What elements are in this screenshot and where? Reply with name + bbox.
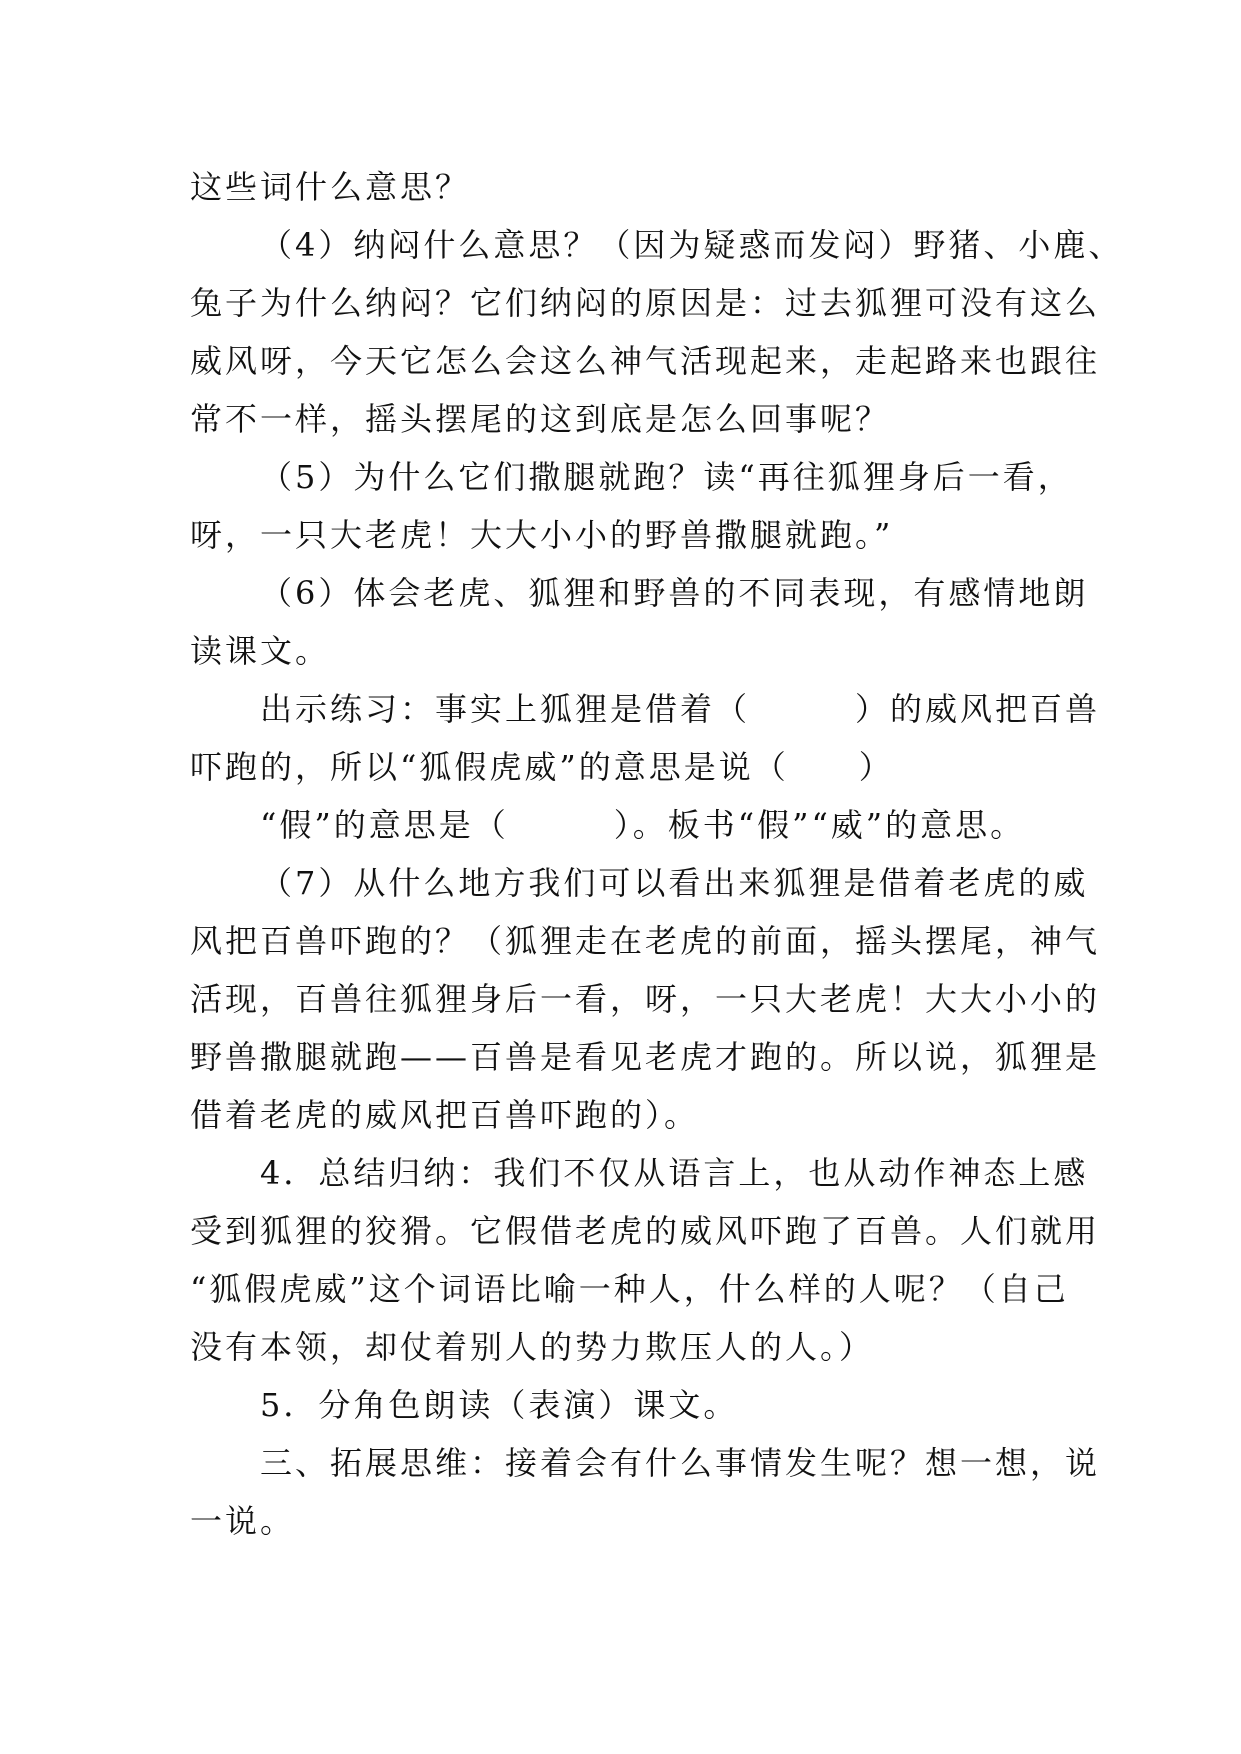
text-line: （4）纳闷什么意思？（因为疑惑而发闷）野猪、小鹿、: [260, 226, 1124, 264]
text-line: 出示练习：事实上狐狸是借着（ ）的威风把百兽: [260, 690, 1101, 728]
text-line: 这些词什么意思？: [190, 168, 471, 206]
text-line: （5）为什么它们撒腿就跑？读“再往狐狸身后一看，: [260, 458, 1073, 496]
text-line: 呀，一只大老虎！大大小小的野兽撒腿就跑。”: [190, 516, 894, 554]
text-line: （6）体会老虎、狐狸和野兽的不同表现，有感情地朗: [260, 574, 1089, 612]
text-line: 5．分角色朗读（表演）课文。: [260, 1386, 739, 1424]
text-line: 没有本领，却仗着别人的势力欺压人的人。）: [190, 1328, 875, 1366]
text-line: 吓跑的，所以“狐假虎威”的意思是说（ ）: [190, 748, 894, 786]
text-line: 野兽撒腿就跑——百兽是看见老虎才跑的。所以说，狐狸是: [190, 1038, 1101, 1076]
text-line: 活现，百兽往狐狸身后一看，呀，一只大老虎！大大小小的: [190, 980, 1101, 1018]
document-body: [190, 158, 1124, 1550]
text-line: 读课文。: [190, 632, 331, 670]
text-line: 风把百兽吓跑的？（狐狸走在老虎的前面，摇头摆尾，神气: [190, 922, 1101, 960]
text-line: “狐假虎威”这个词语比喻一种人，什么样的人呢？（自己: [190, 1270, 1069, 1308]
text-line: 受到狐狸的狡猾。它假借老虎的威风吓跑了百兽。人们就用: [190, 1212, 1101, 1250]
text-line: “假”的意思是（ ）。板书“假”“威”的意思。: [260, 806, 1026, 844]
text-line: 常不一样，摇头摆尾的这到底是怎么回事呢？: [190, 400, 891, 438]
text-line: （7）从什么地方我们可以看出来狐狸是借着老虎的威: [260, 864, 1089, 902]
text-line: 三、拓展思维：接着会有什么事情发生呢？想一想，说: [260, 1444, 1101, 1482]
text-line: 4．总结归纳：我们不仅从语言上，也从动作神态上感: [260, 1154, 1089, 1192]
text-line: 兔子为什么纳闷？它们纳闷的原因是：过去狐狸可没有这么: [190, 284, 1101, 322]
text-line: 威风呀，今天它怎么会这么神气活现起来，走起路来也跟往: [190, 342, 1101, 380]
text-line: 一说。: [190, 1502, 296, 1540]
text-line: 借着老虎的威风把百兽吓跑的）。: [190, 1096, 700, 1134]
